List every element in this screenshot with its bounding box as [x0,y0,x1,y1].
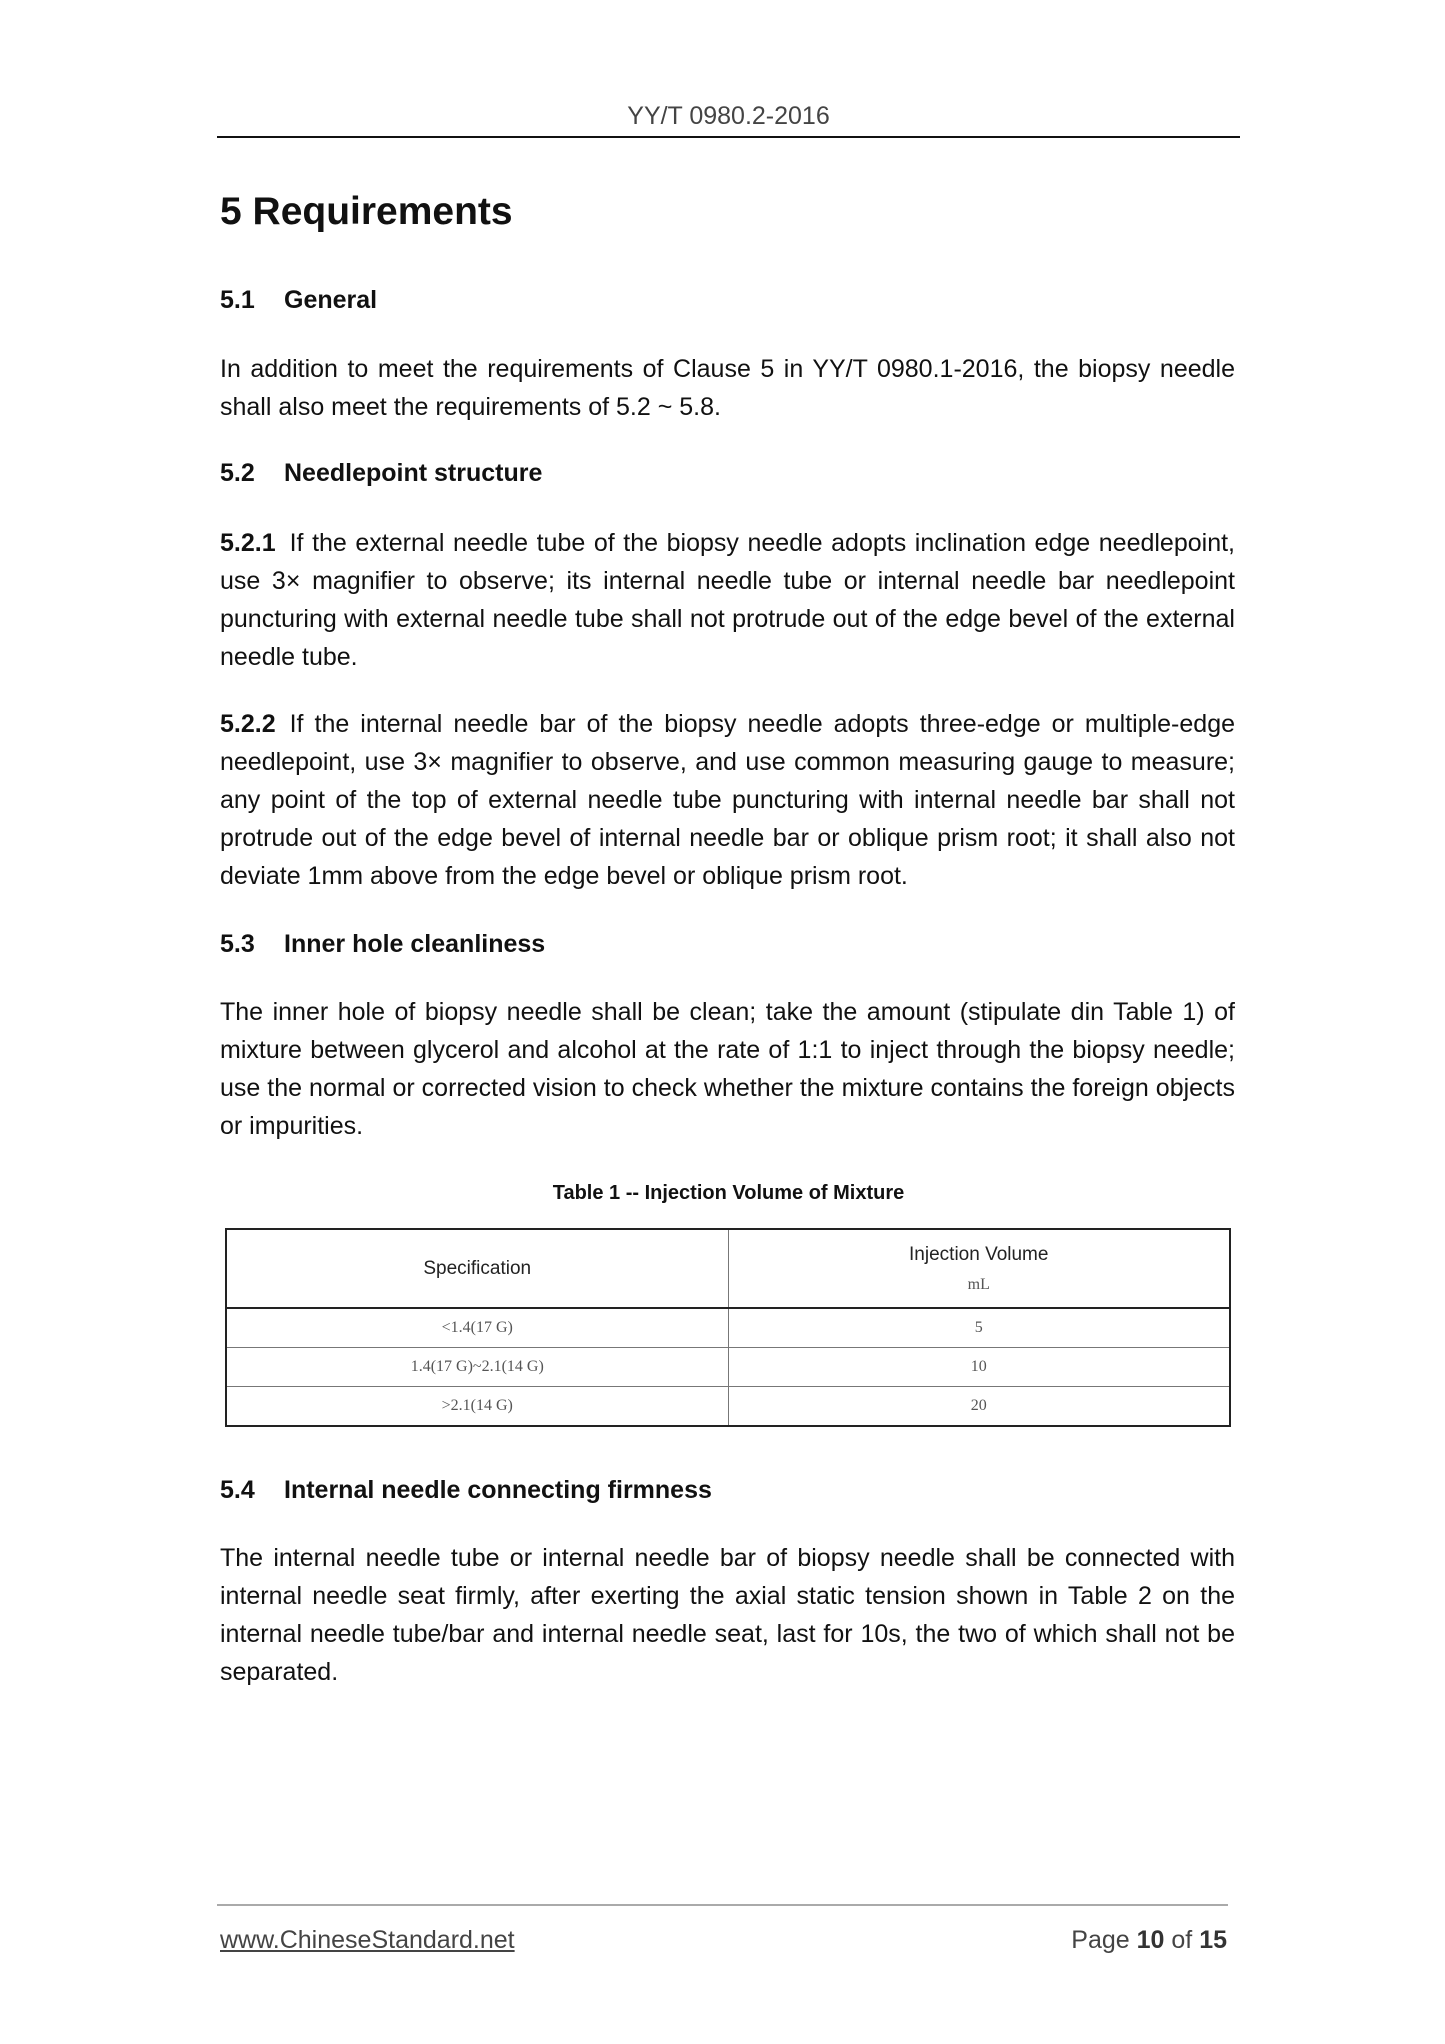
cell-spec: <1.4(17 G) [226,1308,728,1348]
column-header-label: Injection Volume [909,1243,1049,1265]
clause-number: 5.2.2 [220,710,276,738]
cell-spec: >2.1(14 G) [226,1387,728,1427]
column-header-unit: mL [967,1275,990,1293]
table-row [226,1308,1230,1348]
table-row [226,1348,1230,1387]
section-heading-5-1 [220,286,377,315]
section-title: Needlepoint structure [284,459,543,487]
cell-volume: 10 [728,1348,1230,1387]
total-pages: 15 [1199,1926,1227,1954]
footer-divider [217,1904,1228,1906]
cell-volume: 20 [728,1387,1230,1427]
clause-text: If the external needle tube of the biopsy needle adopts inclination edge needlepoint, use 3× magnifier to observe; its internal needle tube or internal needle bar needlepoint puncturing with external needle tube shall not protrude out of the edge bevel of the external needle tube. [220,529,1235,671]
header-divider [217,136,1240,138]
section-heading-5-3 [220,930,545,959]
table-caption: Table 1 -- Injection Volume of Mixture [552,1182,905,1204]
page-prefix: Page [1071,1926,1130,1954]
paragraph-5-2-1 [220,524,1235,676]
paragraph-5-2-2 [220,705,1235,895]
section-number: 5.4 [220,1476,255,1504]
current-page: 10 [1136,1926,1165,1954]
chapter-title: 5 Requirements [220,190,513,233]
section-number: 5.2 [220,459,255,487]
clause-number: 5.2.1 [220,529,276,557]
section-number: 5.3 [220,930,255,958]
cell-spec: 1.4(17 G)~2.1(14 G) [226,1348,728,1387]
website-link[interactable]: www.ChineseStandard.net [220,1926,515,1954]
section-title: Inner hole cleanliness [284,930,546,958]
section-number: 5.1 [220,286,255,314]
paragraph-5-4: The internal needle tube or internal needle bar of biopsy needle shall be connected with internal needle seat firmly, after exerting the axial static tension shown in Table 2 on the internal needle tube/bar and internal needle seat, last for 10s, the two of which shall not be separated. [220,1544,1235,1686]
paragraph-5-1: In addition to meet the requirements of Clause 5 in YY/T 0980.1-2016, the biopsy needle shall also meet the requirements of 5.2 ~ 5.8. [220,355,1235,421]
section-heading-5-2 [220,459,542,488]
section-title: General [284,286,378,314]
section-heading-5-4 [220,1476,712,1505]
document-id-header: YY/T 0980.2-2016 [627,102,830,130]
column-header-injection-volume [728,1229,1230,1308]
cell-volume: 5 [728,1308,1230,1348]
page-indicator [1071,1926,1227,1955]
column-header-specification: Specification [226,1229,728,1308]
injection-volume-table [225,1228,1231,1427]
table-header-row [226,1229,1230,1308]
page-of: of [1171,1926,1193,1954]
table-row [226,1387,1230,1427]
section-title: Internal needle connecting firmness [284,1476,712,1504]
paragraph-5-3: The inner hole of biopsy needle shall be clean; take the amount (stipulate din Table 1) of mixture between glycerol and alcohol at the rate of 1:1 to inject through the biopsy needle; use the normal or corrected vision to check whether the mixture contains the foreign objects or impurities. [220,998,1235,1140]
clause-text: If the internal needle bar of the biopsy needle adopts three-edge or multiple-edge needlepoint, use 3× magnifier to observe, and use common measuring gauge to measure; any point of the top of external needle tube puncturing with internal needle bar shall not protrude out of the edge bevel of internal needle bar or oblique prism root; it shall also not deviate 1mm above from the edge bevel or oblique prism root. [220,710,1235,890]
